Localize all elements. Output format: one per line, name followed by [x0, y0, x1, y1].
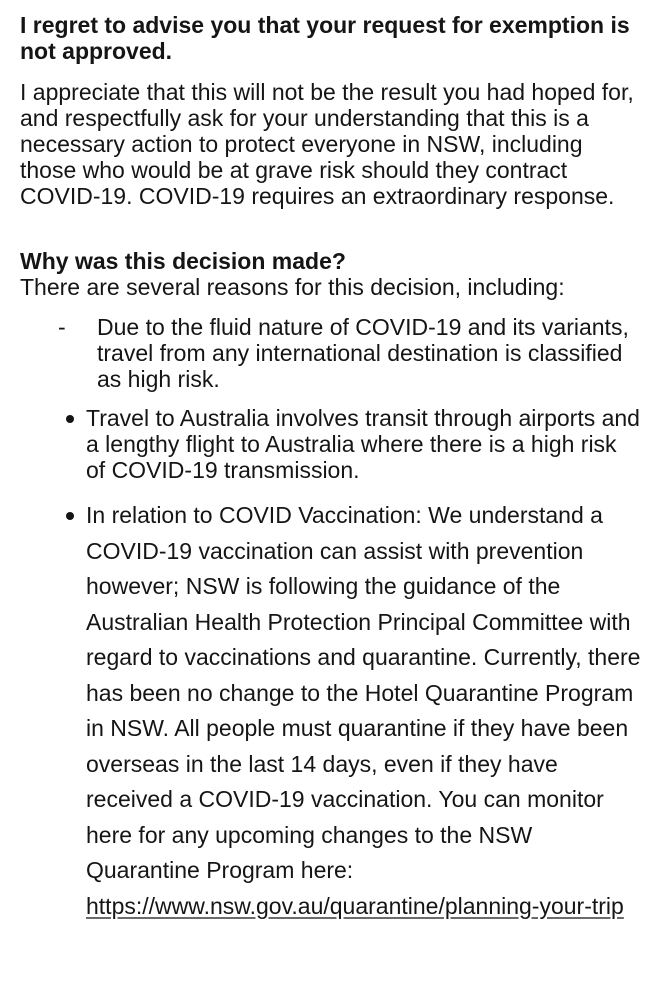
bullet-icon: [66, 512, 74, 520]
why-heading: Why was this decision made?: [20, 248, 346, 274]
reason-international-travel: Due to the fluid nature of COVID-19 and its variants, travel from any international destination is classified as high risk.: [97, 314, 629, 392]
intro-paragraph: I appreciate that this will not be the result you had hoped for, and respectfully ask for your understanding that this is a necessary action to protect everyone in NSW, including those who would be at grave risk should they contract COVID-19. COVID-19 requires an extraordinary response.: [20, 79, 634, 209]
decision-heading: I regret to advise you that your request for exemption is not approved.: [20, 12, 630, 64]
bullet-icon: [66, 415, 74, 423]
quarantine-planning-link[interactable]: https://www.nsw.gov.au/quarantine/planning-your-trip: [86, 892, 624, 919]
why-intro: There are several reasons for this decision, including:: [20, 274, 565, 300]
reason-vaccination: [86, 498, 641, 924]
reason-vaccination-text: In relation to COVID Vaccination: We understand a COVID-19 vaccination can assist with prevention however; NSW is following the guidance of the Australian Health Protection Principal Committee with regard to vaccinations and quarantine. Currently, there has been no change to the Hotel Quarantine Program in NSW. All people must quarantine if they have been overseas in the last 14 days, even if they have received a COVID-19 vaccination. You can monitor here for any upcoming changes to the NSW Quarantine Program here:: [86, 502, 641, 883]
dash-marker: -: [58, 314, 66, 340]
reason-transit: Travel to Australia involves transit through airports and a lengthy flight to Australia where there is a high risk of COVID-19 transmission.: [86, 405, 640, 483]
